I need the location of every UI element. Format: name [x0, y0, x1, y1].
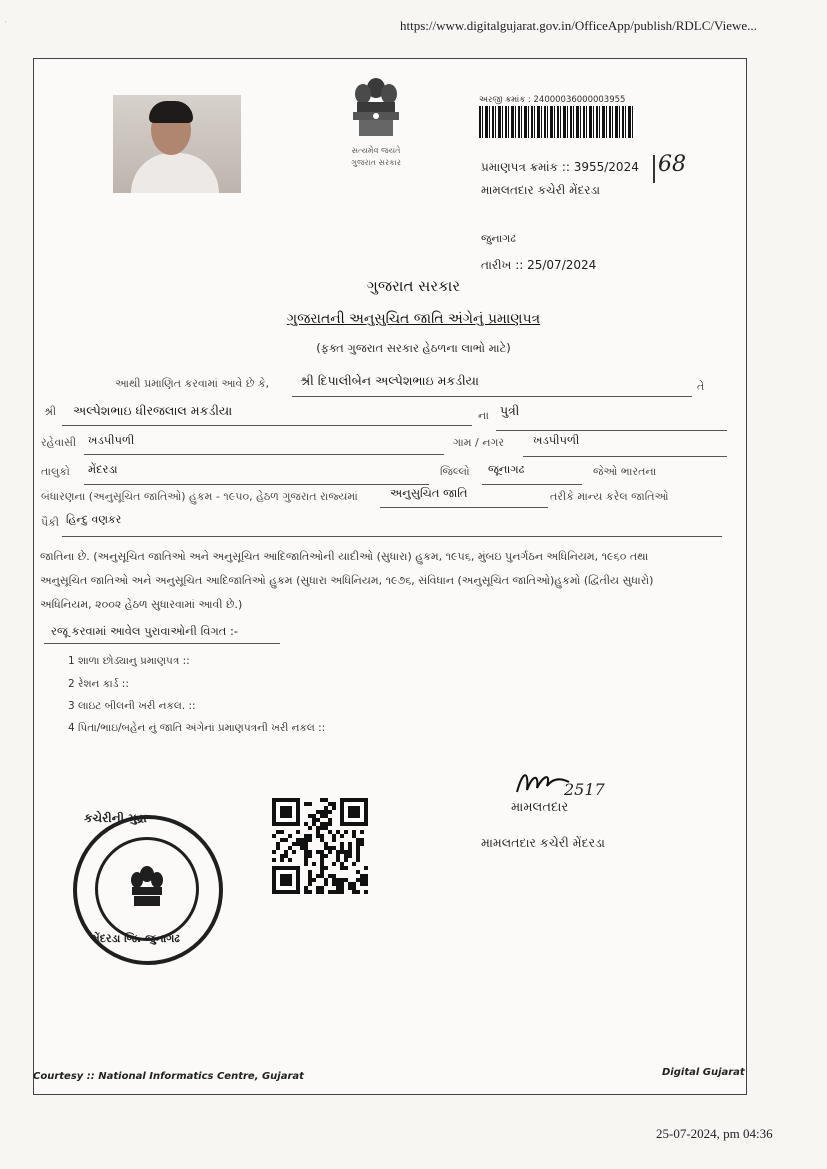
handwritten-mark: 68	[658, 152, 686, 177]
subcaste-line	[62, 536, 722, 537]
legal-paragraph-line-2: અનુસૂચિત જાતિઓ અને અનુસૂચિત આદિજાતિઓ હુકમ (સુધારા અધિનિયમ, ૧૯૭૬, સંવિધાન (અનુસૂચિત જાતિઓ)હુકમો (દ્વિતીય સુધારો)	[40, 574, 654, 587]
district-name: જુનાગઢ	[481, 232, 516, 245]
resident-value: ખડપીપળી	[88, 433, 135, 447]
footer-brand: Digital Gujarat	[662, 1067, 745, 1078]
relation-value: પુત્રી	[500, 403, 520, 418]
office-name: મામલતદાર કચેરી મેંદરડા	[481, 183, 601, 197]
certificate-title: ગુજરાતની અનુસુચિત જાતિ અંગેનું પ્રમાણપત્ર	[286, 311, 541, 327]
emblem-caption: ગુજરાત સરકાર	[351, 158, 401, 167]
subcaste-label: પૈકી	[41, 516, 60, 529]
order-text: બંધારણના (અનુસૂચિત જાતિઓ) હુકમ - ૧૯૫૦, હેઠળ ગુજરાત રાજ્યમાં	[41, 490, 358, 503]
legal-paragraph-line-1: જાતિના છે. (અનુસૂચિત જાતિઓ અને અનુસૂચિત આદિજાતિઓની યાદીઓ (સુધારા) હુકમ, ૧૯૫૬, મુંબઇ પુનર્ગઠન અધિનિયમ, ૧૯૬૦ તથા	[40, 550, 649, 563]
print-header-faint: ·	[4, 18, 7, 28]
handwritten-stroke	[653, 155, 655, 183]
stamp-bottom-text: મેંદરડા જિ. જુનાગઢ	[92, 932, 180, 945]
state-emblem-icon	[339, 72, 413, 168]
holder-name: શ્રી દિપાલીબેન અલ્પેશભાઇ મકડીયા	[300, 373, 479, 388]
india-label: જેઓ ભારતના	[593, 465, 657, 478]
print-timestamp: 25-07-2024, pm 04:36	[656, 1126, 773, 1141]
shri-label: શ્રી	[44, 405, 57, 418]
village-line	[523, 456, 727, 457]
legal-paragraph-line-3: અધિનિયમ, ૨૦૦૨ હેઠળ સુધારવામાં આવી છે.)	[40, 598, 243, 611]
recognized-label: તરીકે માન્ય કરેલ જાતિઓ	[550, 490, 669, 503]
father-name-line	[62, 425, 472, 426]
district-label: જિલ્લો	[440, 465, 470, 478]
resident-label: રહેવાસી	[41, 436, 77, 449]
evidence-item-1: 1 શાળા છોડ્યાનુ પ્રમાણપત્ર ::	[68, 655, 190, 667]
certificate-number: પ્રમાણપત્ર ક્રમાંક :: 3955/2024	[481, 160, 639, 174]
taluka-label: તાલુકો	[41, 465, 70, 478]
signature-designation: મામલતદાર	[511, 800, 569, 815]
signature-office: મામલતદાર કચેરી મેંદરડા	[481, 835, 605, 850]
caste-category: અનુસુચિત જાતિ	[390, 486, 468, 500]
emblem-motto: સત્યમેવ જયતે	[351, 146, 401, 155]
evidence-item-3: 3 લાઇટ બીલની ખરી નકલ. ::	[68, 700, 196, 712]
certify-label: આથી પ્રમાણિત કરવામાં આવે છે કે,	[115, 377, 270, 390]
barcode	[479, 106, 635, 138]
te-label: તે	[697, 380, 705, 393]
footer-courtesy: Courtesy :: National Informatics Centre, Gujarat	[33, 1071, 304, 1082]
evidence-item-4: 4 પિતા/ભાઇ/બહેન નું જાતિ અંગેનાં પ્રમાણપત્રની ખરી નકલ ::	[68, 722, 326, 734]
certificate-subtitle: (ફક્ત ગુજરાત સરકાર હેઠળના લાભો માટે)	[316, 341, 511, 355]
applicant-photo	[113, 95, 241, 193]
taluka-value: મેંદરડા	[88, 462, 118, 476]
holder-name-line	[292, 396, 692, 397]
evidence-heading-line	[44, 643, 280, 644]
father-name: અલ્પેશભાઇ ધીરજલાલ મકડીયા	[73, 403, 233, 418]
page-url: https://www.digitalgujarat.gov.in/OfficeApp/publish/RDLC/Viewe...	[400, 18, 757, 33]
subcaste-value: હિન્દુ વણકર	[66, 513, 122, 526]
relation-line	[496, 430, 727, 431]
issue-date: તારીખ :: 25/07/2024	[481, 258, 597, 272]
evidence-heading: રજૂ કરવામાં આવેલ પુરાવાઓની વિગત :-	[51, 624, 239, 638]
caste-category-line	[380, 507, 548, 508]
government-title: ગુજરાત સરકાર	[366, 277, 461, 295]
seal-emblem-icon	[98, 840, 196, 938]
na-label: ના	[478, 409, 489, 422]
stamp-top-text: કચેરીની મુદ્રા	[84, 811, 147, 825]
village-label: ગામ / નગર	[453, 436, 505, 449]
qr-code	[272, 798, 368, 894]
application-number: અરજી ક્રમાંક : 24000036000003955	[479, 95, 626, 105]
taluka-line	[84, 484, 429, 485]
district-value: જૂનાગઢ	[488, 462, 525, 476]
evidence-item-2: 2 રેશન કાર્ડ ::	[68, 678, 129, 690]
village-value: ખડપીપળી	[533, 433, 580, 447]
signature-number: 2517	[564, 780, 605, 799]
district-line	[482, 484, 582, 485]
resident-line	[84, 454, 444, 455]
